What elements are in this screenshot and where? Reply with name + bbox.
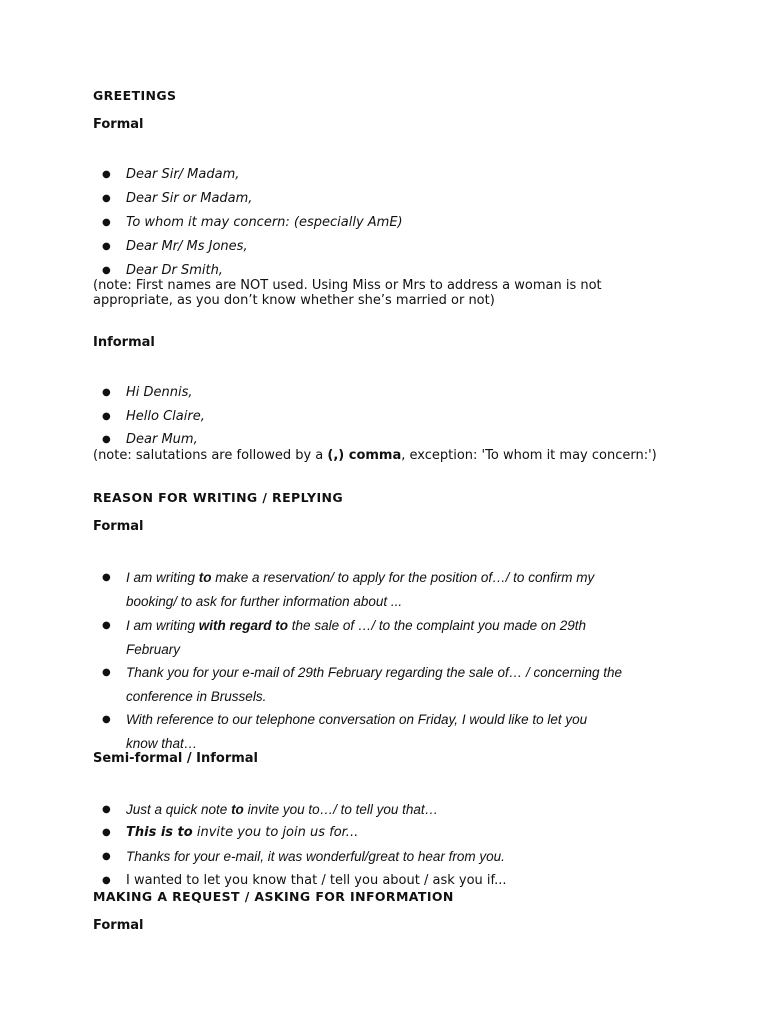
bullet-icon: ● [102, 667, 111, 678]
text: invite you to…/ to tell you that… [243, 802, 439, 817]
note-first-names [93, 278, 693, 308]
list-item-line: booking/ to ask for further information about ... [126, 594, 403, 609]
note-bold-text: (,) comma [327, 448, 402, 463]
bullet-icon: ● [102, 265, 111, 276]
list-item: Dear Dr Smith, [126, 263, 223, 278]
bullet-icon: ● [102, 620, 111, 631]
list-item: Dear Mum, [126, 432, 198, 447]
list-item [126, 713, 686, 751]
subheading-formal: Formal [93, 117, 144, 132]
bullet-icon: ● [102, 217, 111, 228]
bold-text: to [198, 570, 212, 585]
note-text: , exception: 'To whom it may concern:') [401, 448, 657, 463]
list-item: Hello Claire, [126, 409, 205, 424]
bullet-icon: ● [102, 714, 111, 725]
subheading-formal: Formal [93, 519, 144, 534]
list-item: Dear Sir or Madam, [126, 191, 253, 206]
list-item-line: With reference to our telephone conversation on Friday, I would like to let you [126, 712, 588, 727]
list-item [126, 826, 686, 840]
list-item-line: February [126, 642, 181, 657]
bold-text: to [231, 802, 244, 817]
bullet-icon: ● [102, 169, 111, 180]
list-item-line: conference in Brussels. [126, 689, 267, 704]
text: invite you to join us for... [192, 825, 359, 840]
list-item [126, 666, 686, 704]
bullet-icon: ● [102, 241, 111, 252]
text: I am writing [126, 618, 199, 633]
bullet-icon: ● [102, 411, 111, 422]
bold-text: with regard to [198, 618, 289, 633]
bullet-icon: ● [102, 851, 111, 862]
list-item-line: know that… [126, 736, 198, 751]
section-heading-request: MAKING A REQUEST / ASKING FOR INFORMATION [93, 889, 454, 904]
note-text: (note: salutations are followed by a [93, 448, 328, 463]
bullet-icon: ● [102, 434, 111, 445]
text: I am writing [126, 570, 199, 585]
note-line: (note: First names are NOT used. Using Miss or Mrs to address a woman is not [93, 278, 602, 293]
bullet-icon: ● [102, 572, 111, 583]
list-item-line: Thank you for your e-mail of 29th February regarding the sale of… / concerning the [126, 665, 623, 680]
bold-text: This is to [126, 825, 193, 840]
list-item-line [126, 619, 686, 633]
bullet-icon: ● [102, 387, 111, 398]
list-item: Thanks for your e-mail, it was wonderful/great to hear from you. [126, 849, 505, 864]
subheading-formal: Formal [93, 918, 144, 933]
bullet-icon: ● [102, 804, 111, 815]
list-item [126, 571, 686, 609]
list-item [126, 803, 686, 817]
note-salutations [93, 448, 693, 463]
subheading-informal: Informal [93, 335, 155, 350]
list-item-line [126, 571, 686, 585]
list-item: Hi Dennis, [126, 385, 193, 400]
note-line: appropriate, as you don’t know whether she’s married or not) [93, 293, 495, 308]
text: the sale of …/ to the complaint you made on 29th [288, 618, 586, 633]
list-item [126, 619, 686, 657]
bullet-icon: ● [102, 875, 111, 886]
bullet-icon: ● [102, 827, 111, 838]
text: make a reservation/ to apply for the position of…/ to confirm my [211, 570, 595, 585]
section-heading-reason: REASON FOR WRITING / REPLYING [93, 490, 344, 505]
list-item: I wanted to let you know that / tell you about / ask you if... [126, 873, 507, 888]
list-item: Dear Mr/ Ms Jones, [126, 239, 248, 254]
subheading-semi-formal: Semi-formal / Informal [93, 751, 259, 766]
list-item: Dear Sir/ Madam, [126, 167, 240, 182]
bullet-icon: ● [102, 193, 111, 204]
list-item: To whom it may concern: (especially AmE) [126, 215, 403, 230]
text: Just a quick note [126, 802, 232, 817]
section-heading-greetings: GREETINGS [93, 88, 177, 103]
